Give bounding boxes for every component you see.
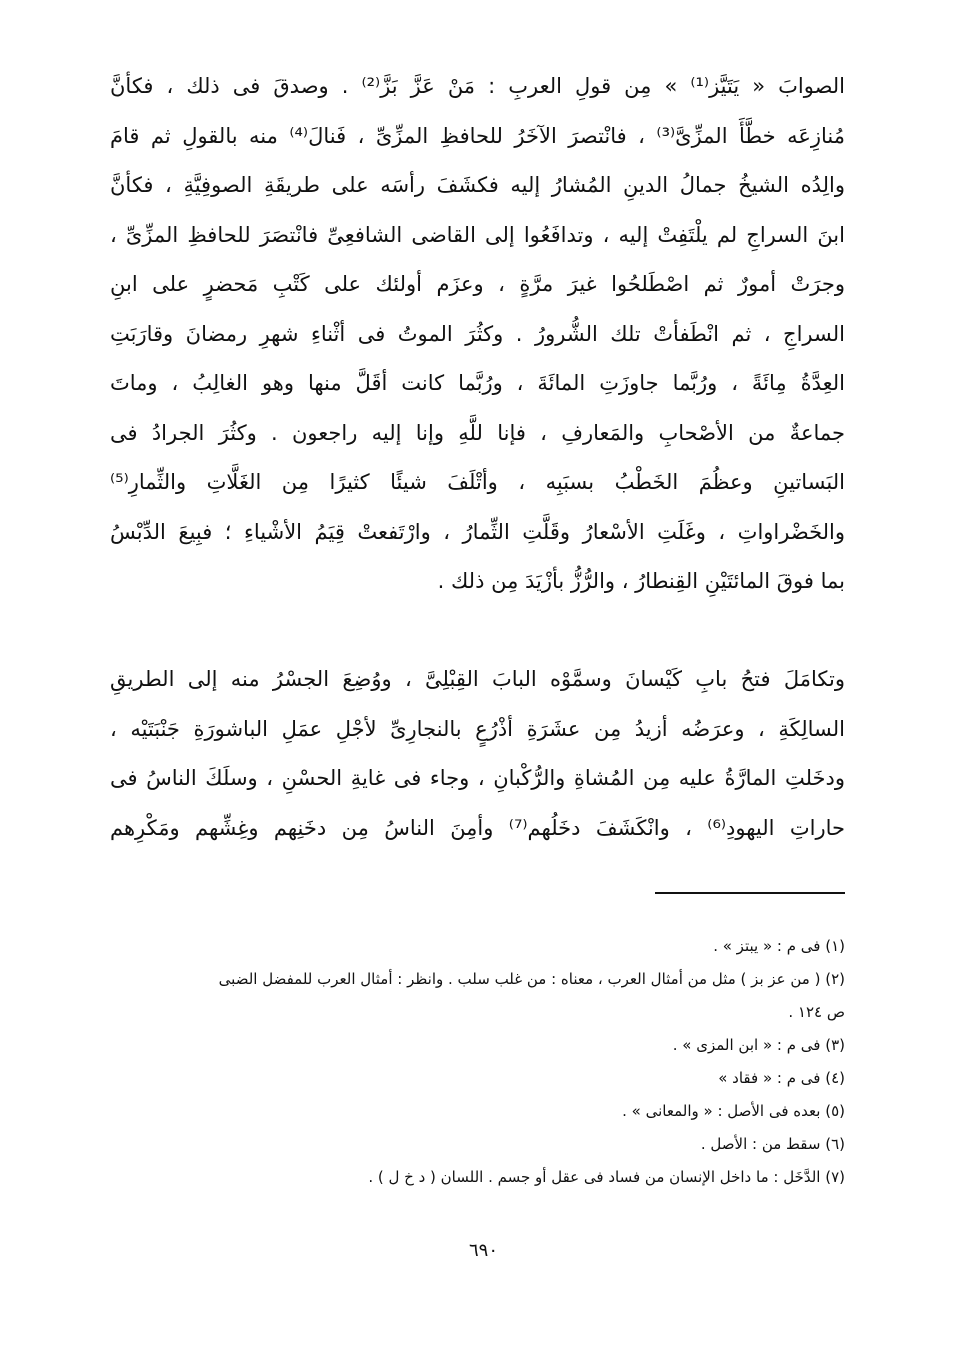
text-line: ودخَلتِ المارَّةُ عليه مِن المُشاةِ والرُّكْبانِ ، وجاء فى غايةِ الحسْنِ ، وسلَكَ الناسُ فى (110, 766, 845, 790)
footnote: ص ١٢٤ . (788, 1003, 845, 1021)
text-line: السراجِ ، ثم انْطَفأتْ تلك الشُّرورُ . وكثُرَ الموتُ فى أثْناءِ شهرِ رمضانَ وقارَبَتِ (110, 321, 845, 346)
text-line: العِدَّةُ مِائَةً ، ورُبَّما جاوزَتِ المائَةَ ، ورُبَّما كانت أقَلَّ منها وهو الغالِبُ ، وماتَ (110, 371, 845, 395)
footnotes (180, 930, 845, 1194)
page-number: ٦٩٠ (468, 1240, 498, 1261)
footnote: (٣) فى م : « ابن المزى » . (672, 1036, 845, 1054)
footnote: (٦) سقط من : الأصل . (700, 1135, 845, 1153)
text-line: بما فوقَ المائتَيْنِ القِنطارُ ، والرُّزُّ بأزْيَدَ مِن ذلك . (437, 569, 845, 593)
text-line: حاراتِ اليهودِ⁽⁶⁾ ، وانْكَشَفَ دخَلُهم⁽⁷⁾ وأمِنَ الناسُ مِن دخَنِهم وغِشِّهم ومَكْرِهم (110, 815, 845, 840)
text-line: والِدُه الشيخُ جمالُ الدينِ المُشارُ إليه فكشَفَ رأسَه على طريقَةِ الصوفِيَّةِ ، فكأنَّ (110, 173, 845, 197)
body-paragraph-2 (110, 655, 845, 853)
footnote: (٥) بعده فى الأصل : « والمعانى » . (622, 1102, 845, 1120)
text-line: مُنازِعَه خطَّأَ المزِّىَّ⁽³⁾ ، فانْتصرَ الآخَرُ للحافظِ المزِّىِّ ، فَنالَ⁽⁴⁾ منه بالقولِ ثم قامَ (110, 123, 845, 148)
text-line: البَساتينِ وعظُمَ الخَطْبُ بسبَبِه ، وأتْلَفَ شيئًا كثيرًا مِن الغَلَّاتِ والثِّمارِ⁽⁵⁾ (110, 470, 845, 494)
footnote: (١) فى م : « يبتز » . (713, 937, 845, 955)
text-line: ابنَ السراجِ لم يلْتَفِتْ إليه ، وتدافَعُوا إلى القاضى الشافعِىِّ فانْتصَرَ للحافظِ المزِّىِّ ، (110, 222, 845, 247)
text-line: والخَضْراواتِ ، وغَلَتِ الأسْعارُ وقَلَّتِ الثِّمارُ ، وارْتَفعتْ قِيَمُ الأشْياءِ ؛ فبِيعَ الدِّبْسُ (110, 519, 845, 544)
footnote: (٤) فى م : « فقاد » (718, 1069, 845, 1087)
footnote: (٢) ( من عز بز ) مثل من أمثال العرب ، معناه : من غلب سلب . وانظر : أمثال العرب للمفضل الضبى (218, 970, 845, 988)
footnote: (٧) الدَّخَل : ما داخل الإنسان من فساد فى عقل أو جسم . اللسان ( د خ ل ) . (368, 1168, 845, 1186)
text-line: جماعةٌ من الأصْحابِ والمَعارفِ ، فإنا للَّهِ وإنا إليه راجعون . وكثُرَ الجرادُ فى (110, 420, 845, 445)
text-line: وجرَتْ أمورٌ ثم اصْطَلحُوا غيرَ مرَّةٍ ، وعزَم أولئك على كَتْبِ مَحضرٍ على ابنِ (110, 272, 845, 296)
body-paragraph-1 (110, 62, 845, 607)
text-line: الصوابَ « يَتَيَّز⁽¹⁾ » مِن قولِ العربِ : مَنْ عَزَّ بَزَّ⁽²⁾ . وصدقَ فى ذلك ، فكأنَّ (110, 74, 845, 98)
footnote-separator (655, 892, 845, 894)
text-line: وتكامَلَ فتحُ بابِ كَيْسانَ وسمَّوْه البابَ القِبْلِىَّ ، ووُضِعَ الجسْرُ منه إلى الطريقِ (110, 667, 845, 691)
text-line: السالِكَةِ ، وعرَضُه أزيدُ مِن عشَرَةِ أذْرُعٍ بالنجارِىِّ لأجْلِ عمَلِ الباشورَةِ جَنْبَتَيْه ، (110, 716, 845, 741)
